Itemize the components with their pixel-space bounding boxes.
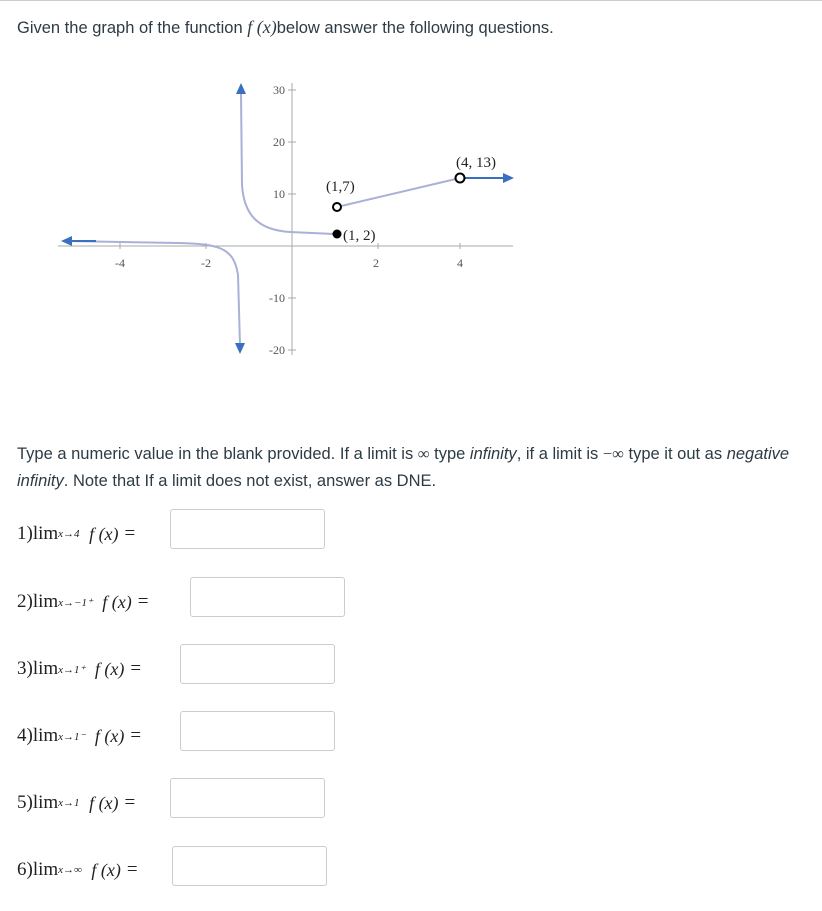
- x-tick-label: -4: [115, 256, 125, 270]
- open-point-4-13: [456, 174, 465, 183]
- down-arrow-head: [235, 343, 245, 354]
- question-1: 1) lim x→4 f (x) =: [17, 523, 136, 544]
- question-6: 6) lim x→∞ f (x) =: [17, 859, 138, 880]
- y-tick-label: 10: [273, 187, 285, 201]
- x-tick-label: -2: [201, 256, 211, 270]
- intro-after: below answer the following questions.: [276, 19, 554, 37]
- open-point-1-7: [333, 203, 341, 211]
- x-tick-label: 4: [457, 256, 463, 270]
- intro-text: [17, 17, 554, 38]
- top-divider: [0, 0, 822, 1]
- x-tick-label: 2: [373, 256, 379, 270]
- intro-before: Given the graph of the function: [17, 19, 248, 37]
- answer-input-1[interactable]: [170, 509, 325, 549]
- function-graph: [58, 75, 518, 365]
- question-2: 2) lim x→−1⁺ f (x) =: [17, 591, 149, 612]
- answer-input-5[interactable]: [170, 778, 325, 818]
- y-tick-label: -10: [269, 291, 285, 305]
- label-1-7: (1,7): [326, 179, 355, 195]
- question-3: 3) lim x→1⁺ f (x) =: [17, 658, 142, 679]
- left-branch-curve: [68, 241, 240, 345]
- closed-point-1-2: [333, 230, 342, 239]
- answer-input-3[interactable]: [180, 644, 335, 684]
- question-4: 4) lim x→1⁻ f (x) =: [17, 725, 142, 746]
- y-tick-label: -20: [269, 343, 285, 357]
- up-arrow-head: [236, 83, 246, 94]
- label-1-2: (1, 2): [343, 228, 376, 244]
- answer-input-6[interactable]: [172, 846, 327, 886]
- middle-branch-curve: [241, 93, 334, 234]
- question-5: 5) lim x→1 f (x) =: [17, 792, 136, 813]
- label-4-13: (4, 13): [456, 155, 496, 171]
- answer-input-2[interactable]: [190, 577, 345, 617]
- right-arrow-head: [503, 173, 514, 183]
- instructions: Type a numeric value in the blank provided. If a limit is ∞ type infinity, if a limit is −∞ type it out as negative infinity. Note that If a limit does not exist, answer as DNE.: [17, 444, 790, 490]
- y-tick-label: 30: [273, 83, 285, 97]
- intro-function: f (x): [247, 17, 277, 37]
- left-arrow-head: [61, 236, 72, 246]
- right-segment: [337, 178, 460, 207]
- answer-input-4[interactable]: [180, 711, 335, 751]
- y-tick-label: 20: [273, 135, 285, 149]
